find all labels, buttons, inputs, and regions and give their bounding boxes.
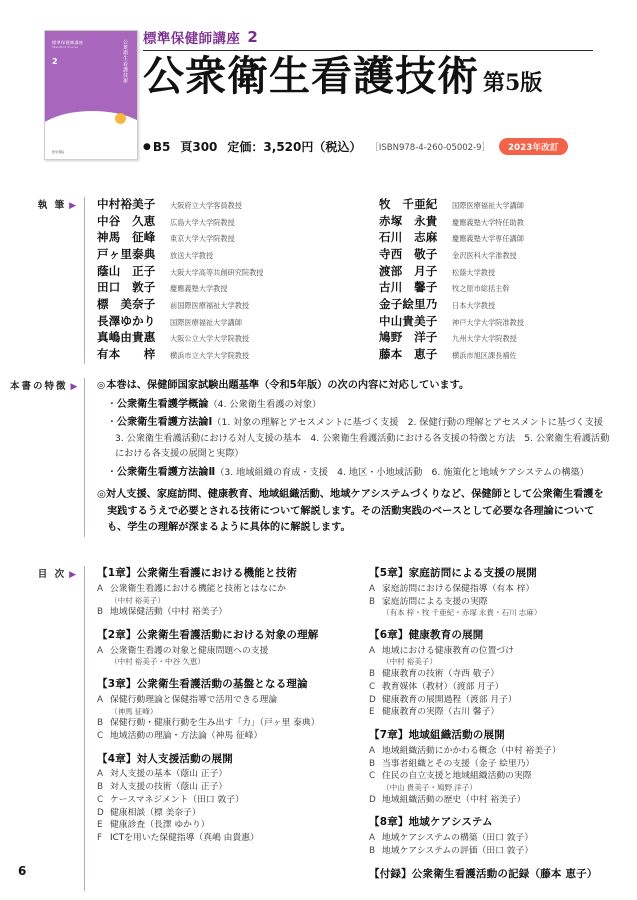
title-row [143,52,543,100]
toc-item-letter: E [369,707,375,718]
toc-item-letter: A [369,645,376,656]
author-affiliation: 広島大学大学院教授 [170,217,235,227]
author-affiliation: 大阪公立大学大学院教授 [170,334,250,344]
toc-section [10,566,610,891]
author-row [97,314,359,329]
feature-item-detail: （1. 対象の理解とアセスメントに基づく支援 2. 保健行動の理解とアセスメントに基づく支援 3. 公衆衛生看護活動における対人支援の基本 4. 公衆衛生看護活動における各支援の特徴と方法 5. 公衆衛生看護活動における各支援の展開と実際） [115,417,613,460]
toc-item-letter: B [97,607,104,618]
author-name: 標 美奈子 [97,297,156,312]
toc-item-letter: C [97,730,104,741]
author-affiliation: 国際医療福祉大学講師 [170,317,242,327]
toc-item [369,832,619,845]
toc-item-text: 地域組織活動の歴史（中村 裕美子） [382,794,526,805]
author-name: 神馬 征峰 [97,230,156,245]
toc-chapter-title: 【8章】地域ケアシステム [369,816,493,829]
toc-item [97,694,347,707]
header-divider-rule [143,50,593,51]
toc-chapter-title: 【2章】公衆衛生看護活動における対象の理解 [97,628,319,641]
features-section [10,378,613,537]
toc-item [369,758,619,771]
triangle-marker-icon: ▶ [69,570,76,580]
features-section-label [10,378,84,537]
author-affiliation: 大阪府立大学客員教授 [170,201,242,210]
toc-chapter [369,728,619,806]
toc-chapter [97,677,347,743]
toc-item-letter: C [369,771,376,782]
toc-section-label [10,566,84,891]
feature-item-detail: （4. 公衆衛生看護の対象） [208,398,322,410]
feature-item [107,415,613,461]
author-affiliation: 東京大学大学院教授 [170,234,235,244]
toc-chapter [97,628,347,668]
author-name: 赤塚 永貴 [379,213,438,228]
author-name: 金子絵里乃 [379,297,438,312]
cover-orange-dot-icon [115,113,126,124]
author-affiliation: 国際医療福祉大学講師 [452,201,524,210]
author-name: 古川 馨子 [379,280,438,295]
features-intro-text: 本巻は、保健師国家試験出題基準（令和5年版）の次の内容に対応しています。 [106,380,470,391]
toc-chapter [369,628,619,719]
toc-item-letter: C [97,794,104,805]
toc-chapter-title: 【7章】地域組織活動の展開 [369,729,505,741]
author-name: 渡部 月子 [379,263,438,278]
cover-publisher: 医学書院 [52,150,65,154]
feature-item [107,397,610,413]
cover-volume-number: 2 [52,57,58,66]
features-block-exam [97,378,613,480]
toc-item-authors: （中村 裕美子） [110,595,166,605]
toc-item-letter: B [369,758,376,769]
author-affiliation: 慶應義塾大学教授 [170,284,228,294]
toc-item-letter: B [97,782,104,793]
author-affiliation: 前国際医療福祉大学教授 [170,301,250,311]
toc-item-letter: B [97,718,104,729]
author-name: 蔭山 正子 [97,263,156,278]
toc-item-text: 健康診査（長澤 ゆかり） [110,820,210,831]
author-affiliation: 慶應義塾大学特任助教 [452,217,524,227]
toc-item-text: 家庭訪問による支援の実際 [382,596,488,607]
author-affiliation: 松蔭大学教授 [452,267,496,277]
author-name: 鳩野 洋子 [379,330,438,345]
toc-item [97,807,347,820]
feature-bullet-icon: ・ [107,417,117,429]
toc-item-text: 保健行動理論と保健指導で活用できる理論 [110,694,278,705]
toc-item-authors: （中山 貴美子・鳩野 洋子） [382,783,477,792]
book-spec-line [143,138,568,155]
author-row [379,297,637,312]
toc-item [97,606,347,619]
toc-item-text: 保健行動・健康行動を生み出す「力」（戸ヶ里 泰典） [110,718,320,729]
toc-item-text: ICTを用いた保健指導（真嶋 由貴惠） [110,833,259,844]
cover-series-text: 標準保健師講座 [52,40,84,45]
feature-item-title: 公衆衛生看護方法論Ⅱ [116,466,216,478]
toc-item [369,745,619,758]
toc-item-text: 当事者組織とその支援（金子 絵里乃） [382,758,535,769]
toc-item [369,681,619,694]
page-title: 公衆衛生看護技術 [143,52,479,100]
toc-item-letter: B [369,669,376,679]
toc-chapter-title: 【4章】対人支援活動の展開 [97,752,233,765]
author-row [379,280,637,295]
author-row [97,247,359,262]
toc-item [97,717,347,730]
features-intro-line [97,378,610,394]
toc-item-text: 地域における健康教育の位置づけ [382,645,514,656]
toc-chapter [97,752,347,845]
toc-item [369,668,619,681]
toc-item-text: 地域保健活動（中村 裕美子） [110,607,228,618]
author-affiliation: 九州大学大学院教授 [452,334,517,344]
toc-item [369,694,619,707]
feature-item [107,465,610,481]
toc-item-authors: （神馬 征峰） [110,706,158,716]
author-name: 中谷 久恵 [97,213,156,228]
feature-item-detail: （3. 地域組織の育成・支援 4. 地区・小地域活動 6. 施策化と地域ケアシステムの構築） [215,466,589,478]
book-size: B5 [152,139,171,154]
toc-item [97,832,347,845]
toc-item-letter: A [97,583,104,594]
author-name: 中村裕美子 [97,197,156,211]
toc-item-text: 地域ケアシステムの構築（田口 敦子） [382,833,534,844]
toc-chapter-title: 【1章】公衆衛生看護における機能と技術 [97,567,298,579]
toc-item-letter: A [369,833,376,844]
toc-chapter-title: 【5章】家庭訪問による支援の展開 [369,567,538,579]
toc-chapter [369,815,619,857]
author-row [379,264,637,279]
toc-item-text: 教育媒体（教材）（渡部 月子） [382,681,504,692]
toc-item-authors: （中村 裕美子） [382,657,438,667]
author-row [97,330,359,345]
toc-item-text: 公衆衛生看護の対象と健康問題への支援 [110,645,269,656]
series-volume-number: 2 [247,28,258,46]
author-affiliation: 日本大学教授 [452,301,496,311]
author-row [97,280,359,295]
page-number: 6 [18,864,27,878]
author-row [97,230,359,245]
toc-item-letter: D [369,694,376,705]
book-cover-thumbnail [44,30,138,160]
author-name: 寺西 敬子 [379,247,438,262]
author-affiliation: 金沢医科大学准教授 [452,251,517,261]
author-name: 田口 敦子 [97,280,156,295]
feature-item-title: 公衆衛生看護学概論 [116,398,209,410]
author-affiliation: 放送大学教授 [170,251,214,261]
author-row [379,347,637,362]
author-name: 戸ヶ里泰典 [97,247,156,262]
author-name: 石川 志麻 [379,230,438,245]
toc-item [97,768,347,781]
toc-item-letter: D [369,794,376,805]
author-name: 藤本 恵子 [379,347,438,362]
author-row [97,297,359,312]
toc-item [97,819,347,832]
revision-status-badge: 2023年改訂 [499,138,568,155]
triangle-marker-icon: ▶ [70,382,78,392]
toc-item-letter: A [97,694,104,705]
toc-chapter [369,867,619,883]
toc-item-letter: A [97,645,104,656]
toc-item-letter: A [97,769,104,780]
author-row [379,230,637,245]
toc-item-authors: （有本 梓・牧 千亜紀・赤塚 永貴・石川 志麻） [382,608,542,618]
toc-item [369,706,619,719]
author-affiliation: 横浜市旭区課長補佐 [452,351,517,361]
toc-item-authors: （中村 裕美子・中谷 久恵） [110,657,205,667]
toc-item-text: 地域活動の理論・方法論（神馬 征峰） [110,730,263,741]
features-paragraph [97,487,610,537]
toc-item-text: 対人支援の技術（蔭山 正子） [110,782,228,793]
author-row [97,197,359,212]
cover-series-subtext: Standard Course [52,46,79,50]
toc-item-text: ケースマネジメント（田口 敦子） [110,794,244,805]
author-row [379,314,637,329]
toc-item [97,583,347,596]
author-row [379,330,637,345]
authors-label-text: 執 筆 [37,200,67,211]
triangle-marker-icon: ▶ [69,201,76,211]
feature-bullet-icon: ・ [107,398,117,410]
circle-marker-icon: ◎ [97,380,106,391]
authors-column-left [97,197,359,364]
toc-item-letter: F [97,833,103,844]
features-paragraph-text: 対人支援、家庭訪問、健康教育、地域組織活動、地域ケアシステムづくりなど、保健師として公衆衛生看護を実践するうえで必要とされる技術について解説します。その活動実践のベースとして必要な各理論についても、学生の理解が深まるように具体的に解説します。 [105,489,604,534]
circle-marker-icon: ◎ [97,489,106,501]
toc-item-text: 健康教育の実際（古川 馨子） [382,707,500,718]
toc-item-text: 健康教育の展開過程（渡部 月子） [382,694,517,705]
book-isbn: ［ISBN978-4-260-05002-9］ [370,142,491,153]
features-label-text: 本書の特徴 [10,381,68,392]
toc-item-letter: A [369,745,376,756]
authors-body [84,197,637,364]
author-name: 牧 千亜紀 [379,197,438,211]
toc-item-letter: B [369,596,376,607]
author-row [97,347,359,362]
toc-item-text: 公衆衛生看護における機能と技術とはなにか [110,583,286,594]
book-header [0,0,637,178]
toc-body [84,566,619,891]
toc-item-letter: A [369,583,376,594]
author-row [97,264,359,279]
author-row [379,214,637,229]
toc-label-text: 目 次 [37,569,67,580]
toc-item [369,770,619,783]
features-body [84,378,613,537]
toc-item [369,596,619,609]
author-row [379,197,637,212]
authors-column-right [379,197,637,364]
book-page-count: 頁300 [180,140,218,154]
toc-item-text: 健康相談（標 美奈子） [110,807,201,818]
author-row [97,214,359,229]
toc-item-text: 地域ケアシステムの評価（田口 敦子） [382,845,534,856]
author-affiliation: 慶應義塾大学専任講師 [452,234,524,244]
cover-vertical-title: 公衆衛生看護技術 [122,39,128,84]
toc-item-text: 家庭訪問における保健指導（有本 梓） [382,583,535,594]
authors-section-label [10,197,84,364]
toc-item-letter: D [97,807,104,818]
toc-item-text: 対人支援の基本（蔭山 正子） [110,769,228,780]
authors-section [10,197,610,364]
toc-item [97,645,347,658]
author-row [379,247,637,262]
toc-chapter [97,566,347,619]
author-name: 真嶋由貴惠 [97,330,156,345]
toc-chapter-title: 【付録】公衆衛生看護活動の記録（藤本 恵子） [369,867,598,880]
toc-item-text: 地域組織活動にかかわる概念（中村 裕美子） [382,745,561,756]
toc-item-text: 住民の自立支援と地域組織活動の実際 [382,771,532,782]
toc-item [369,845,619,858]
toc-item [97,730,347,743]
toc-item [369,645,619,658]
edition-label: 第5版 [483,70,543,96]
toc-chapter-title: 【3章】公衆衛生看護活動の基盤となる理論 [97,678,308,690]
toc-chapter [369,566,619,619]
toc-item-text: 健康教育の技術（寺西 敬子） [382,669,500,679]
toc-column-right [369,566,619,891]
author-name: 有本 梓 [97,347,156,362]
series-line [143,27,258,47]
toc-item-letter: E [97,820,103,831]
series-title: 標準保健師講座 [143,31,241,47]
bullet-icon: ● [143,141,151,152]
toc-item-letter: B [369,845,376,856]
feature-bullet-icon: ・ [107,466,117,478]
book-price: 定価：3,520円（税込） [227,140,362,154]
toc-item [369,583,619,596]
toc-item-letter: C [369,681,376,692]
toc-item [97,794,347,807]
author-affiliation: 牧之原市総括主幹 [452,284,510,294]
feature-item-title: 公衆衛生看護方法論Ⅰ [116,417,213,429]
toc-chapter-title: 【6章】健康教育の展開 [369,628,484,641]
author-affiliation: 横浜市立大学大学院教授 [170,351,250,361]
author-affiliation: 大阪大学高等共創研究院教授 [170,267,264,277]
author-affiliation: 神戸大学大学院准教授 [452,317,524,327]
toc-item [97,781,347,794]
author-name: 長澤ゆかり [97,313,156,328]
cover-series-label [52,40,83,50]
author-name: 中山貴美子 [379,313,438,328]
toc-item [369,794,619,807]
toc-column-left [97,566,347,891]
